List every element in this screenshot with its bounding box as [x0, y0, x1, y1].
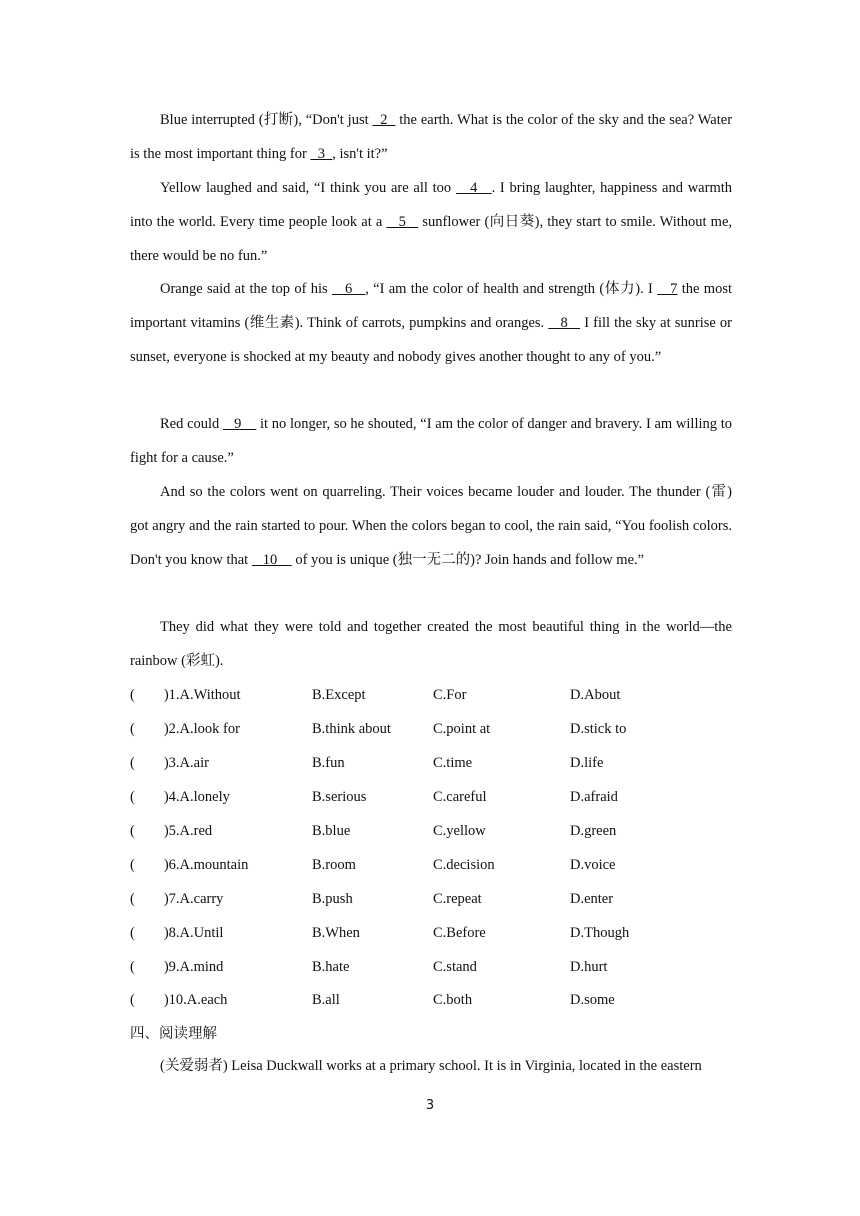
- option-row-4: [130, 789, 730, 813]
- option-row-8: [130, 925, 730, 949]
- blank-8: 8: [548, 314, 581, 331]
- reading-intro: [130, 1050, 732, 1084]
- option-a: ( )5.A.red: [130, 823, 213, 839]
- option-row-3: [130, 755, 730, 779]
- paragraph-text: Orange said at the top of his: [160, 281, 332, 297]
- blank-7: 7: [657, 281, 678, 297]
- option-b: B.push: [312, 891, 353, 907]
- paragraph-text: I fill the sky at sunrise or sunset, everyone is shocked at my beauty and nobody gives another thought to any of you.”: [130, 314, 732, 365]
- paragraph-yellow: [130, 172, 732, 273]
- option-a: ( )2.A.look for: [130, 721, 240, 737]
- option-c: C.time: [433, 755, 473, 771]
- blank-3: 3: [310, 145, 333, 162]
- paragraph-rain: [130, 476, 732, 577]
- option-c: C.careful: [433, 789, 487, 805]
- option-c: C.decision: [433, 857, 495, 873]
- option-a: ( )7.A.carry: [130, 891, 224, 907]
- option-c: C.stand: [433, 959, 477, 975]
- blank-6: 6: [332, 281, 366, 297]
- option-row-5: [130, 823, 730, 847]
- option-b: B.fun: [312, 755, 345, 771]
- option-c: C.For: [433, 687, 467, 703]
- paragraph-text: it no longer, so he shouted, “I am the color of danger and bravery. I am willing to fight for a cause.”: [130, 416, 732, 466]
- option-c: C.Before: [433, 925, 486, 941]
- paragraph-text: Yellow laughed and said, “I think you are all too: [160, 180, 456, 196]
- blank-10: 10: [251, 551, 292, 568]
- option-b: B.hate: [312, 959, 350, 975]
- blank-9: 9: [223, 416, 257, 432]
- option-b: B.When: [312, 925, 360, 941]
- option-c: C.both: [433, 992, 473, 1008]
- option-a: ( )8.A.Until: [130, 925, 224, 941]
- option-d: D.afraid: [570, 789, 618, 805]
- option-c: C.yellow: [433, 823, 486, 839]
- option-a: ( )4.A.lonely: [130, 789, 230, 805]
- paragraph-red: [130, 408, 732, 476]
- paragraph-text: of you is unique (独一无二的)? Join hands and follow me.”: [291, 551, 645, 568]
- option-d: D.green: [570, 823, 617, 839]
- blank-5: 5: [386, 213, 419, 230]
- option-a: ( )1.A.Without: [130, 687, 241, 703]
- option-a: ( )6.A.mountain: [130, 857, 249, 873]
- option-d: D.enter: [570, 891, 614, 907]
- page-number: 3: [425, 1098, 435, 1113]
- paragraph-text: (关爱弱者) Leisa Duckwall works at a primary school. It is in Virginia, located in the eastern: [160, 1058, 702, 1074]
- paragraph-text: They did what they were told and together created the most beautiful thing in the world—the rainbow (彩虹).: [130, 619, 732, 669]
- paragraph-blue: [130, 104, 732, 172]
- option-b: B.room: [312, 857, 356, 873]
- blank-2: 2: [372, 112, 396, 128]
- option-d: D.life: [570, 755, 604, 771]
- option-b: B.blue: [312, 823, 351, 839]
- option-a: ( )3.A.air: [130, 755, 209, 771]
- option-a: ( )10.A.each: [130, 992, 228, 1008]
- option-d: D.stick to: [570, 721, 627, 737]
- option-b: B.serious: [312, 789, 367, 805]
- blank-4: 4: [455, 180, 492, 196]
- paragraph-text: Red could: [160, 416, 224, 432]
- section-heading: 四、阅读理解: [130, 1026, 217, 1042]
- option-row-6: [130, 857, 730, 881]
- paragraph-text: sunflower (向日葵), they start to smile. Without me, there would be no fun.”: [130, 213, 733, 264]
- paragraph-text: , “I am the color of health and strength (体力). I: [365, 281, 658, 297]
- option-row-10: [130, 992, 730, 1016]
- option-row-2: [130, 721, 730, 745]
- option-row-1: [130, 687, 730, 711]
- paragraph-rainbow: [130, 611, 732, 679]
- option-d: D.some: [570, 992, 615, 1008]
- option-b: B.Except: [312, 687, 366, 703]
- option-d: D.hurt: [570, 959, 608, 975]
- option-d: D.About: [570, 687, 621, 703]
- paragraph-text: . I bring laughter, happiness and warmth into the world. Every time people look at a: [130, 180, 732, 230]
- option-d: D.voice: [570, 857, 616, 873]
- option-row-7: [130, 891, 730, 915]
- paragraph-text: , isn't it?”: [332, 145, 388, 162]
- paragraph-orange: [130, 273, 732, 374]
- paragraph-text: the earth. What is the color of the sky and the sea? Water is the most important thing for: [130, 112, 733, 162]
- option-b: B.all: [312, 992, 340, 1008]
- option-b: B.think about: [312, 721, 391, 737]
- paragraph-text: Blue interrupted (打断), “Don't just: [160, 112, 373, 128]
- option-c: C.repeat: [433, 891, 482, 907]
- option-d: D.Though: [570, 925, 630, 941]
- paragraph-text: the most important vitamins (维生素). Think of carrots, pumpkins and oranges.: [130, 281, 732, 331]
- option-row-9: [130, 959, 730, 983]
- option-a: ( )9.A.mind: [130, 959, 224, 975]
- paragraph-text: And so the colors went on quarreling. Their voices became louder and louder. The thunder (雷) got angry and the rain started to pour. When the colors began to cool, the rain said, “You foolish colors. Don't you know that: [130, 484, 732, 568]
- option-c: C.point at: [433, 721, 491, 737]
